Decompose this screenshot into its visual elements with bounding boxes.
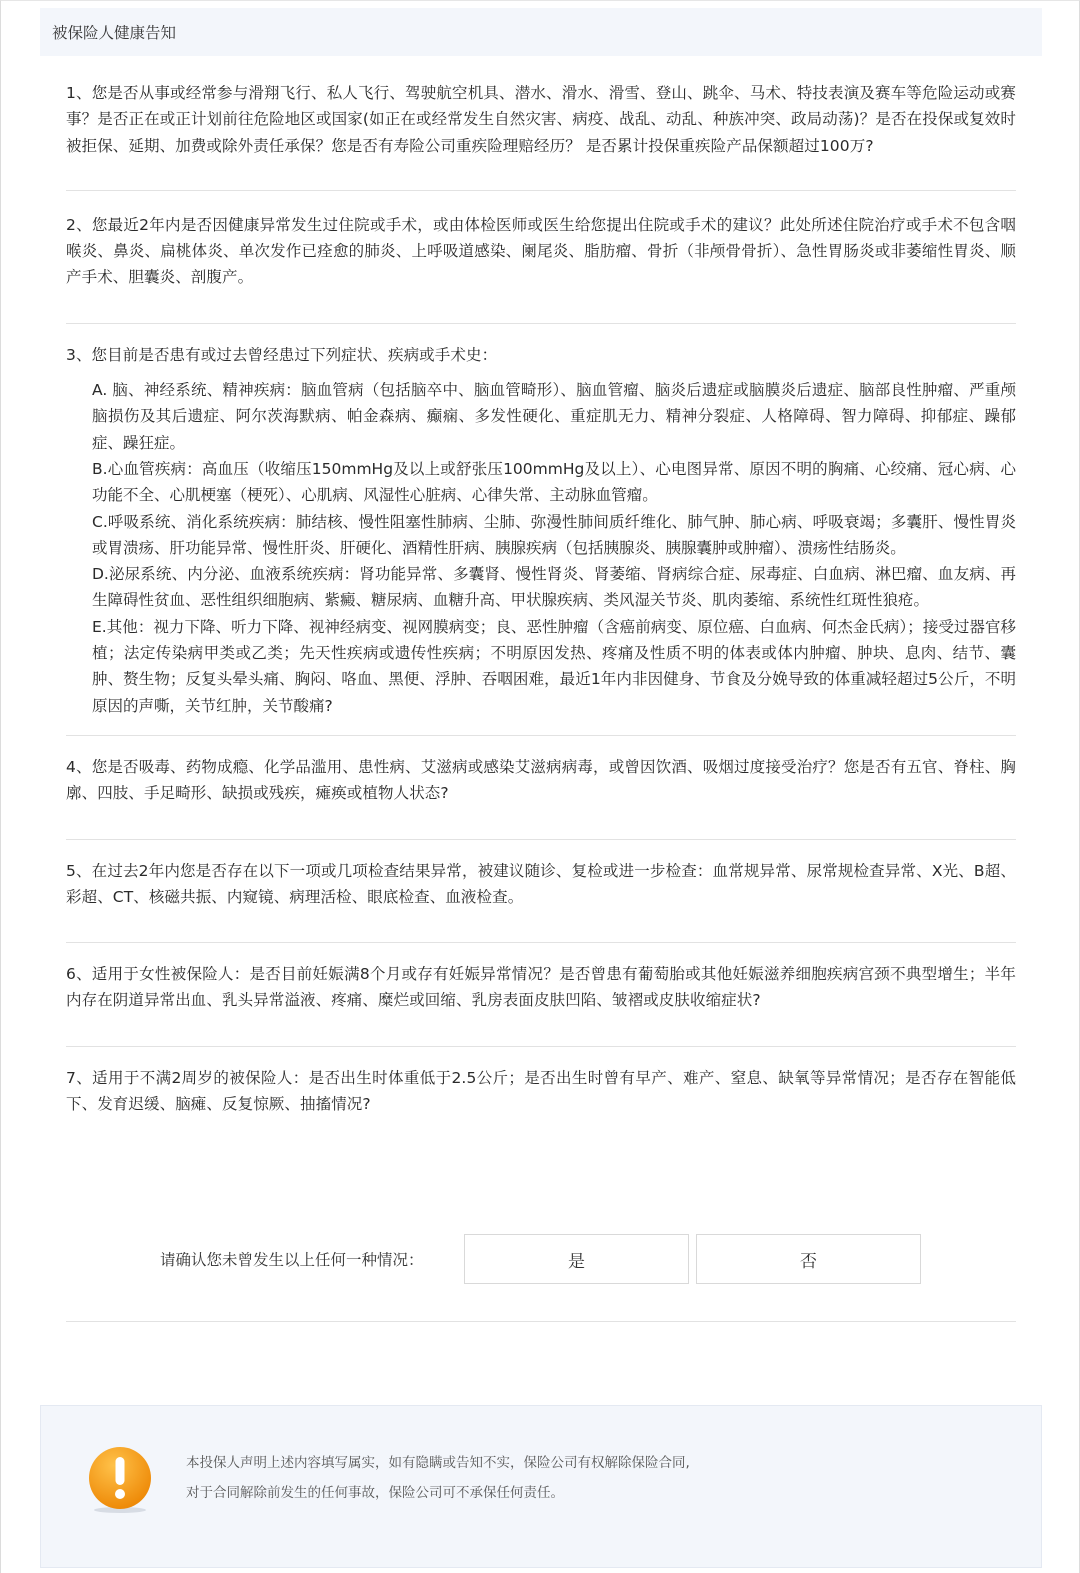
question-3-item-a: A. 脑、神经系统、精神疾病：脑血管病（包括脑卒中、脑血管畸形）、脑血管瘤、脑炎后遗症或脑膜炎后遗症、脑部良性肿瘤、严重颅脑损伤及其后遗症、阿尔茨海默病、帕金森病、癫痫、多发性硬化、重症肌无力、精神分裂症、人格障碍、智力障碍、抑郁症、躁郁症、躁狂症。 xyxy=(92,381,1016,452)
question-6: 6、适用于女性被保险人：是否目前妊娠满8个月或存有妊娠异常情况？是否曾患有葡萄胎或其他妊娠滋养细胞疾病宫颈不典型增生；半年内存在阴道异常出血、乳头异常溢液、疼痛、糜烂或回缩、乳房表面皮肤凹陷、皱褶或皮肤收缩症状? xyxy=(66,965,1016,1010)
divider xyxy=(66,1321,1016,1322)
question-3-item-e: E.其他：视力下降、听力下降、视神经病变、视网膜病变；良、恶性肿瘤（含癌前病变、原位癌、白血病、何杰金氏病）；接受过器官移植；法定传染病甲类或乙类；先天性疾病或遗传性疾病；不明原因发热、疼痛及性质不明的体表或体内肿瘤、肿块、息肉、结节、囊肿、赘生物；反复头晕头痛、胸闷、咯血、黑便、浮肿、吞咽困难，最近1年内非因健身、节食及分娩导致的体重减轻超过5公斤，不明原因的声嘶，关节红肿，关节酸痛? xyxy=(92,617,1016,715)
question-3-sublist xyxy=(66,377,1016,719)
question-1: 1、您是否从事或经常参与滑翔飞行、私人飞行、驾驶航空机具、潜水、滑水、滑雪、登山、跳伞、马术、特技表演及赛车等危险运动或赛事？是否正在或正计划前往危险地区或国家(如正在或经常发生自然灾害、病疫、战乱、动乱、种族冲突、政局动荡)？是否在投保或复效时被拒保、延期、加费或除外责任承保？您是否有寿险公司重疾险理赔经历？ 是否累计投保重疾险产品保额超过100万? xyxy=(66,84,1016,155)
confirm-row xyxy=(160,1234,928,1284)
question-3 xyxy=(66,342,1016,719)
question-3-item-c: C.呼吸系统、消化系统疾病：肺结核、慢性阻塞性肺病、尘肺、弥漫性肺间质纤维化、肺气肿、肺心病、呼吸衰竭；多囊肝、慢性胃炎或胃溃疡、肝功能异常、慢性肝炎、肝硬化、酒精性肝病、胰腺疾病（包括胰腺炎、胰腺囊肿或肿瘤）、溃疡性结肠炎。 xyxy=(92,512,1016,557)
no-button[interactable]: 否 xyxy=(696,1234,921,1284)
yes-button[interactable]: 是 xyxy=(464,1234,689,1284)
question-2: 2、您最近2年内是否因健康异常发生过住院或手术，或由体检医师或医生给您提出住院或手术的建议？此处所述住院治疗或手术不包含咽喉炎、鼻炎、扁桃体炎、单次发作已痊愈的肺炎、上呼吸道感染、阑尾炎、脂肪瘤、骨折（非颅骨骨折）、急性胃肠炎或非萎缩性胃炎、顺产手术、胆囊炎、剖腹产。 xyxy=(66,215,1016,287)
notice-text xyxy=(186,1448,690,1508)
warning-exclamation-icon xyxy=(85,1446,155,1516)
question-3-intro: 3、您目前是否患有或过去曾经患过下列症状、疾病或手术史： xyxy=(66,345,498,364)
section-header xyxy=(40,8,1042,56)
notice-line-2: 对于合同解除前发生的任何事故，保险公司可不承保任何责任。 xyxy=(186,1485,564,1501)
page-title: 被保险人健康告知 xyxy=(52,24,177,42)
question-5: 5、在过去2年内您是否存在以下一项或几项检查结果异常，被建议随诊、复检或进一步检查：血常规异常、尿常规检查异常、X光、B超、彩超、CT、核磁共振、内窥镜、病理活检、眼底检查、血液检查。 xyxy=(66,861,1016,906)
question-3-item-d: D.泌尿系统、内分泌、血液系统疾病：肾功能异常、多囊肾、慢性肾炎、肾萎缩、肾病综合症、尿毒症、白血病、淋巴瘤、血友病、再生障碍性贫血、恶性组织细胞病、紫癜、糖尿病、血糖升高、甲状腺疾病、类风湿关节炎、肌肉萎缩、系统性红斑性狼疮。 xyxy=(92,565,1016,610)
question-7: 7、适用于不满2周岁的被保险人：是否出生时体重低于2.5公斤；是否出生时曾有早产、难产、窒息、缺氧等异常情况；是否存在智能低下、发育迟缓、脑瘫、反复惊厥、抽搐情况? xyxy=(66,1068,1016,1114)
confirm-label: 请确认您未曾发生以上任何一种情况： xyxy=(160,1251,424,1269)
notice-line-1: 本投保人声明上述内容填写属实，如有隐瞒或告知不实，保险公司有权解除保险合同, xyxy=(186,1455,690,1471)
questions-list xyxy=(66,80,1016,1117)
question-3-item-b: B.心血管疾病：高血压（收缩压150mmHg及以上或舒张压100mmHg及以上）、心电图异常、原因不明的胸痛、心绞痛、冠心病、心功能不全、心肌梗塞（梗死）、心肌病、风湿性心脏病、心律失常、主动脉血管瘤。 xyxy=(92,459,1016,505)
declaration-notice xyxy=(40,1405,1042,1568)
question-4: 4、您是否吸毒、药物成瘾、化学品滥用、患性病、艾滋病或感染艾滋病病毒，或曾因饮酒、吸烟过度接受治疗？您是否有五官、脊柱、胸廓、四肢、手足畸形、缺损或残疾，瘫痪或植物人状态? xyxy=(66,757,1016,803)
